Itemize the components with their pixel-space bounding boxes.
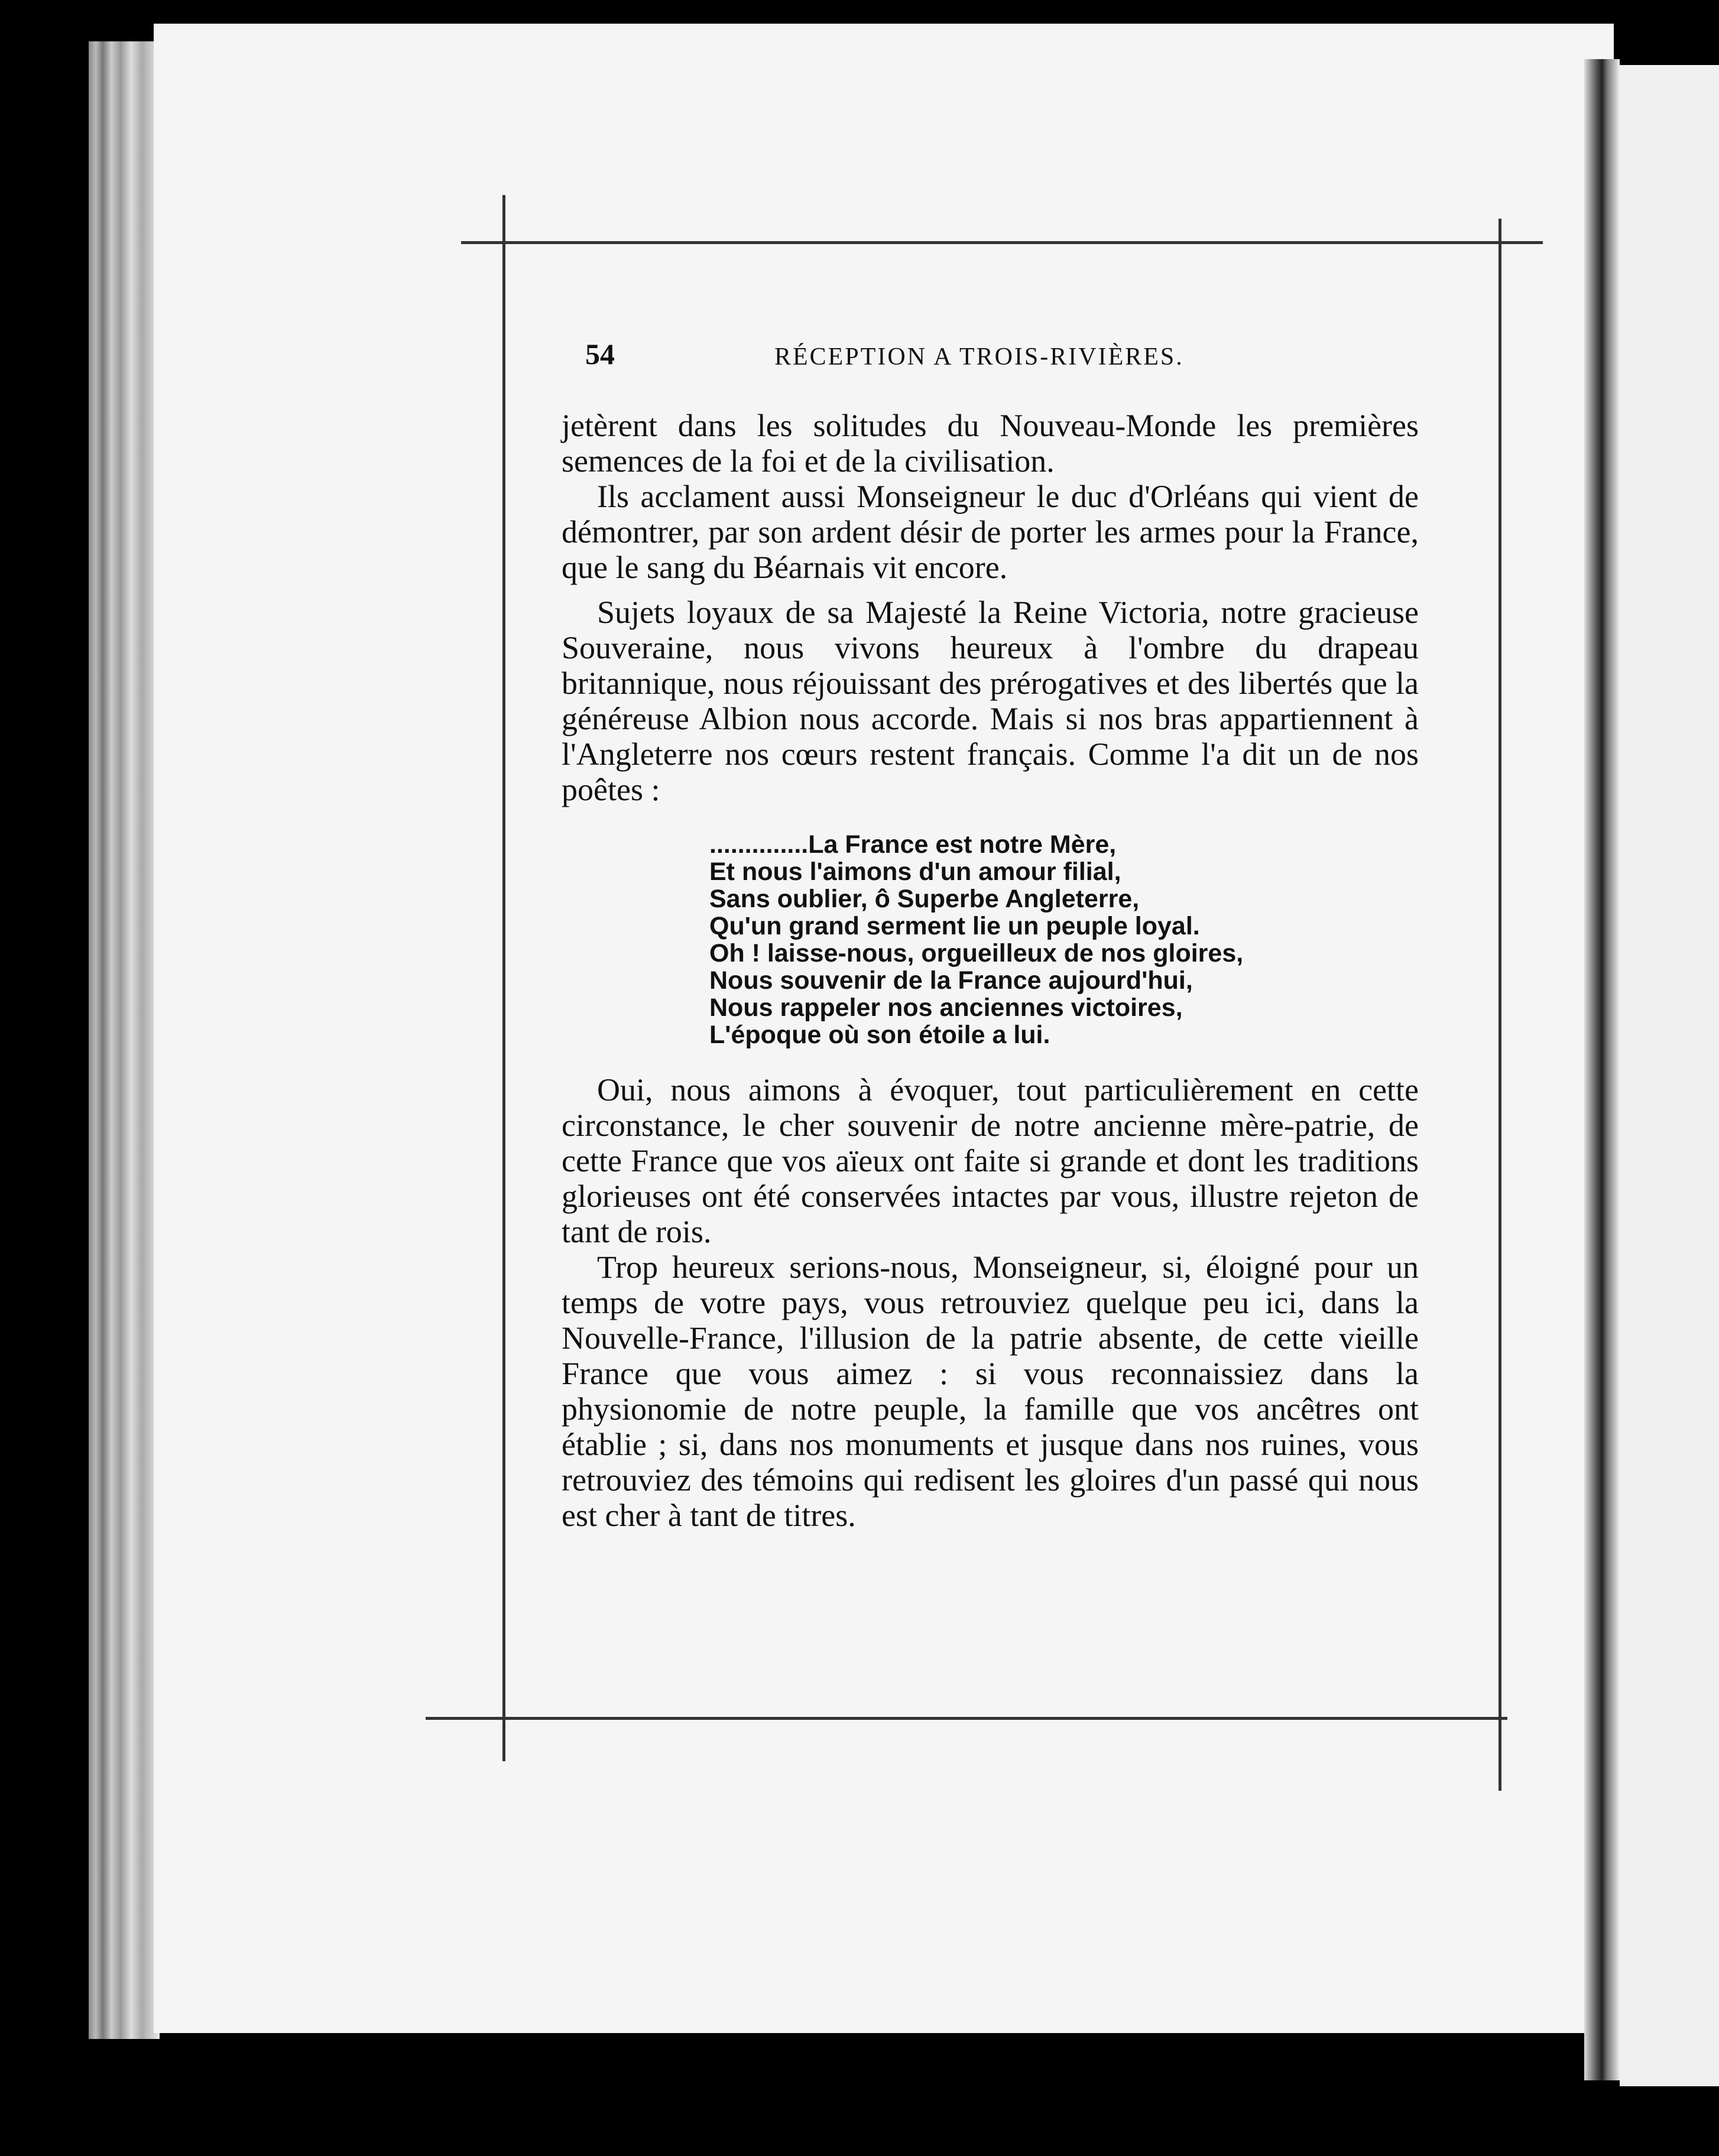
book-page-edges — [89, 41, 160, 2039]
frame-rule-bottom — [426, 1717, 1507, 1720]
frame-rule-left — [502, 195, 505, 1761]
frame-rule-top — [461, 241, 1543, 244]
poem-line: Nous souvenir de la France aujourd'hui, — [709, 966, 1193, 995]
paragraph: Ils acclament aussi Monseigneur le duc d'Orléans qui vient de démontrer, par son ardent désir de porter les armes pour la France, que le sang du Béarnais vit encore. — [562, 479, 1419, 585]
paragraph: Oui, nous aimons à évoquer, tout particulièrement en cette circonstance, le cher souvenir de notre ancienne mère-patrie, de cette France que vos aïeux ont faite si grande et dont les traditions glorieuses ont été conservées intactes par vous, illustre rejeton de tant de rois. — [562, 1072, 1419, 1249]
poem-line: Et nous l'aimons d'un amour filial, — [709, 858, 1121, 886]
poem-quotation — [709, 831, 1419, 1048]
body-text — [562, 408, 1419, 1533]
book-gutter — [1584, 59, 1620, 2080]
page-number: 54 — [585, 337, 615, 371]
frame-rule-right — [1499, 219, 1501, 1791]
poem-line: Oh ! laisse-nous, orgueilleux de nos gloires, — [709, 939, 1244, 967]
page-header — [585, 337, 1235, 384]
paragraph: Sujets loyaux de sa Majesté la Reine Victoria, notre gracieuse Souveraine, nous vivons heureux à l'ombre du drapeau britannique, nous réjouissant des prérogatives et des libertés que la généreuse Albion nous accorde. Mais si nos bras appartiennent à l'Angleterre nos cœurs restent français. Comme l'a dit un de nos poêtes : — [562, 595, 1419, 807]
paragraph: jetèrent dans les solitudes du Nouveau-Monde les premières semences de la foi et de la civilisation. — [562, 408, 1419, 479]
poem-line: Nous rappeler nos anciennes victoires, — [709, 993, 1183, 1022]
poem-line: L'époque où son étoile a lui. — [709, 1021, 1050, 1049]
running-title: RÉCEPTION A TROIS-RIVIÈRES. — [774, 343, 1184, 371]
facing-page-sliver — [1620, 65, 1719, 2086]
paragraph: Trop heureux serions-nous, Monseigneur, si, éloigné pour un temps de votre pays, vous retrouviez quelque peu ici, dans la Nouvelle-France, l'illusion de la patrie absente, de cette vieille France que vous aimez : si vous reconnaissiez dans la physionomie de notre peuple, la famille que vos ancêtres ont établie ; si, dans nos monuments et jusque dans nos ruines, vous retrouviez des témoins qui redisent les gloires d'un passé qui nous est cher à tant de titres. — [562, 1249, 1419, 1533]
poem-line: Sans oublier, ô Superbe Angleterre, — [709, 885, 1140, 913]
poem-line: Qu'un grand serment lie un peuple loyal. — [709, 912, 1200, 940]
poem-line: ..............La France est notre Mère, — [709, 830, 1117, 859]
